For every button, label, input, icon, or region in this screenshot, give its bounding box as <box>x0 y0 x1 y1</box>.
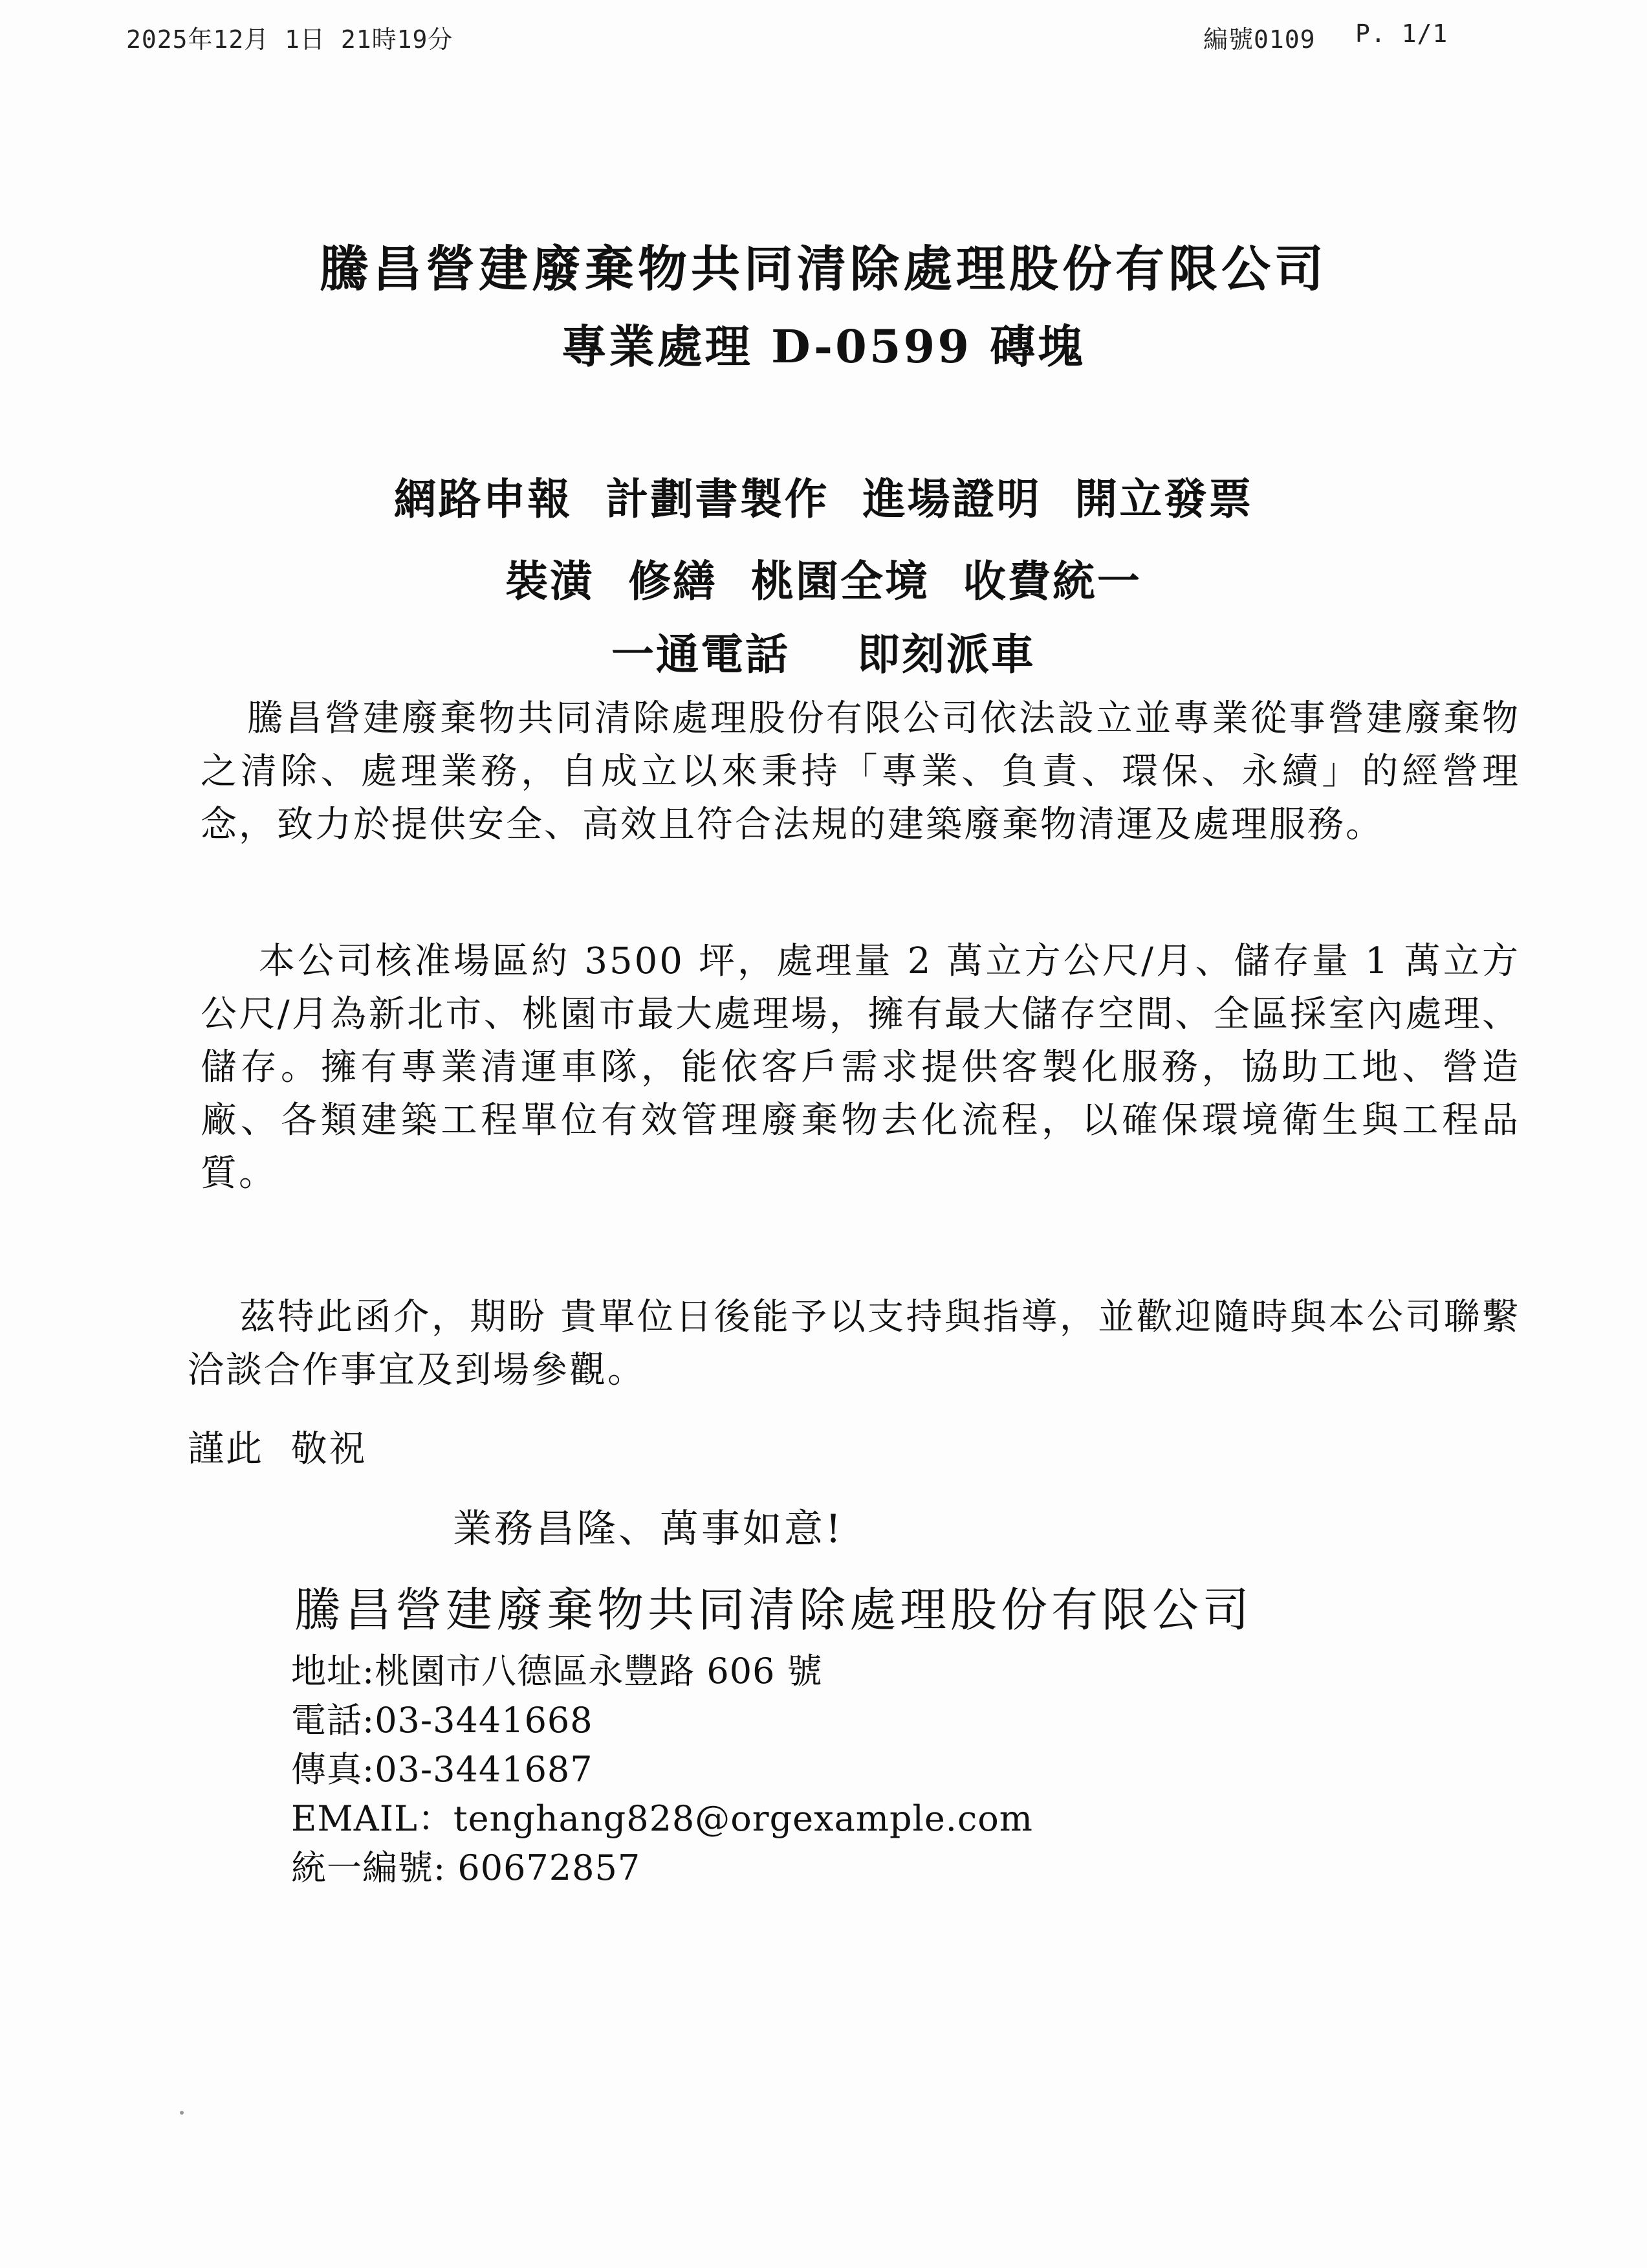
contact-block <box>291 1647 1033 1893</box>
slogan-line: 裝潢 修繕 桃園全境 收費統一 <box>505 556 1142 606</box>
closing-salutation: 謹此 敬祝 <box>188 1428 367 1470</box>
fax-number: 編號0109 <box>1203 25 1316 54</box>
email-line: EMAIL：tenghang828@orgexample.com <box>291 1798 1033 1839</box>
fax-datetime: 2025年12月 1日 21時19分 <box>126 25 453 54</box>
phone-line: 電話:03-3441668 <box>291 1700 593 1741</box>
fax-line: 傳真:03-3441687 <box>291 1749 593 1790</box>
company-title: 騰昌營建廢棄物共同清除處理股份有限公司 <box>320 240 1327 298</box>
slogan-line: 一通電話 即刻派車 <box>611 629 1036 679</box>
scan-speck <box>180 2111 184 2115</box>
fax-header <box>0 19 1647 58</box>
slogan-line: 網路申報 計劃書製作 進場證明 開立發票 <box>393 474 1254 524</box>
address-line: 地址:桃園市八德區永豐路 606 號 <box>291 1651 823 1691</box>
closing-wishes: 業務昌隆、萬事如意! <box>453 1506 844 1552</box>
intro-paragraph: 騰昌營建廢棄物共同清除處理股份有限公司依法設立並專業從事營建廢棄物之清除、處理業務，自成立以來秉持「專業、負責、環保、永續」的經營理念，致力於提供安全、高效且符合法規的建築廢棄物清運及處理服務。 <box>201 698 1520 846</box>
invitation-paragraph: 茲特此函介，期盼 貴單位日後能予以支持與指導，並歡迎隨時與本公司聯繫洽談合作事宜及到場參觀。 <box>188 1296 1520 1391</box>
fax-page-number: P. 1/1 <box>1355 19 1448 48</box>
facility-paragraph: 本公司核准場區約 3500 坪，處理量 2 萬立方公尺/月、儲存量 1 萬立方公尺/月為新北市、桃園市最大處理場，擁有最大儲存空間、全區採室內處理、儲存。擁有專業清運車隊，能依客戶需求提供客製化服務，協助工地、營造廠、各類建築工程單位有效管理廢棄物去化流程，以確保環境衛生與工程品質。 <box>201 940 1520 1195</box>
tax-id-line: 統一編號: 60672857 <box>291 1847 641 1888</box>
signature-company: 騰昌營建廢棄物共同清除處理股份有限公司 <box>294 1583 1254 1637</box>
service-title: 專業處理 D-0599 磚塊 <box>561 320 1086 373</box>
